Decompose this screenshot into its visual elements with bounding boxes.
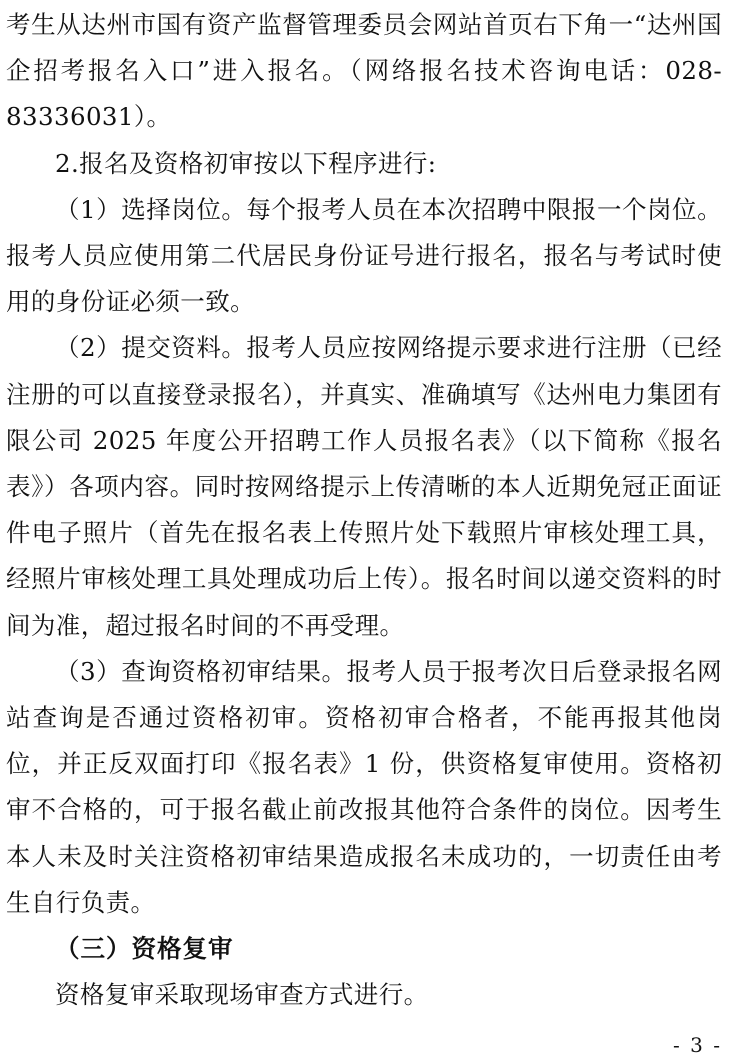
paragraph-onsite-review: 资格复审采取现场审查方式进行。 — [55, 980, 429, 1010]
paragraph-registration-entry: 考生从达州市国有资产监督管理委员会网站首页右下角一“达州国企招考报名入口”进入报名。（网络报名技术咨询电话：028-83336031）。 — [6, 10, 722, 132]
paragraph-submit-materials: （2）提交资料。报考人员应按网络提示要求进行注册（已经注册的可以直接登录报名），并真实、准确填写《达州电力集团有限公司 2025 年度公开招聘工作人员报名表》（以下简称《报名表》）各项内容。同时按网络提示上传清晰的本人近期免冠正面证件电子照片（首先在报名表上传照片处下载照片审核处理工具，经照片审核处理工具处理成功后上传）。报名时间以递交资料的时间为准，超过报名时间的不再受理。 — [6, 333, 722, 640]
body-text — [6, 2, 722, 1018]
paragraph-check-results: （3）查询资格初审结果。报考人员于报考次日后登录报名网站查询是否通过资格初审。资格初审合格者，不能再报其他岗位，并正反双面打印《报名表》1 份，供资格复审使用。资格初审不合格的，可于报名截止前改报其他符合条件的岗位。因考生本人未及时关注资格初审结果造成报名未成功的，一切责任由考生自行负责。 — [6, 656, 722, 917]
paragraph-procedure-intro: 2.报名及资格初审按以下程序进行: — [55, 148, 437, 178]
page-number: - 3 - — [673, 1033, 722, 1057]
paragraph-select-position: （1）选择岗位。每个报考人员在本次招聘中限报一个岗位。报考人员应使用第二代居民身份证号进行报名，报名与考试时使用的身份证必须一致。 — [6, 194, 722, 317]
section-heading-qualification-review: （三）资格复审 — [55, 934, 234, 964]
